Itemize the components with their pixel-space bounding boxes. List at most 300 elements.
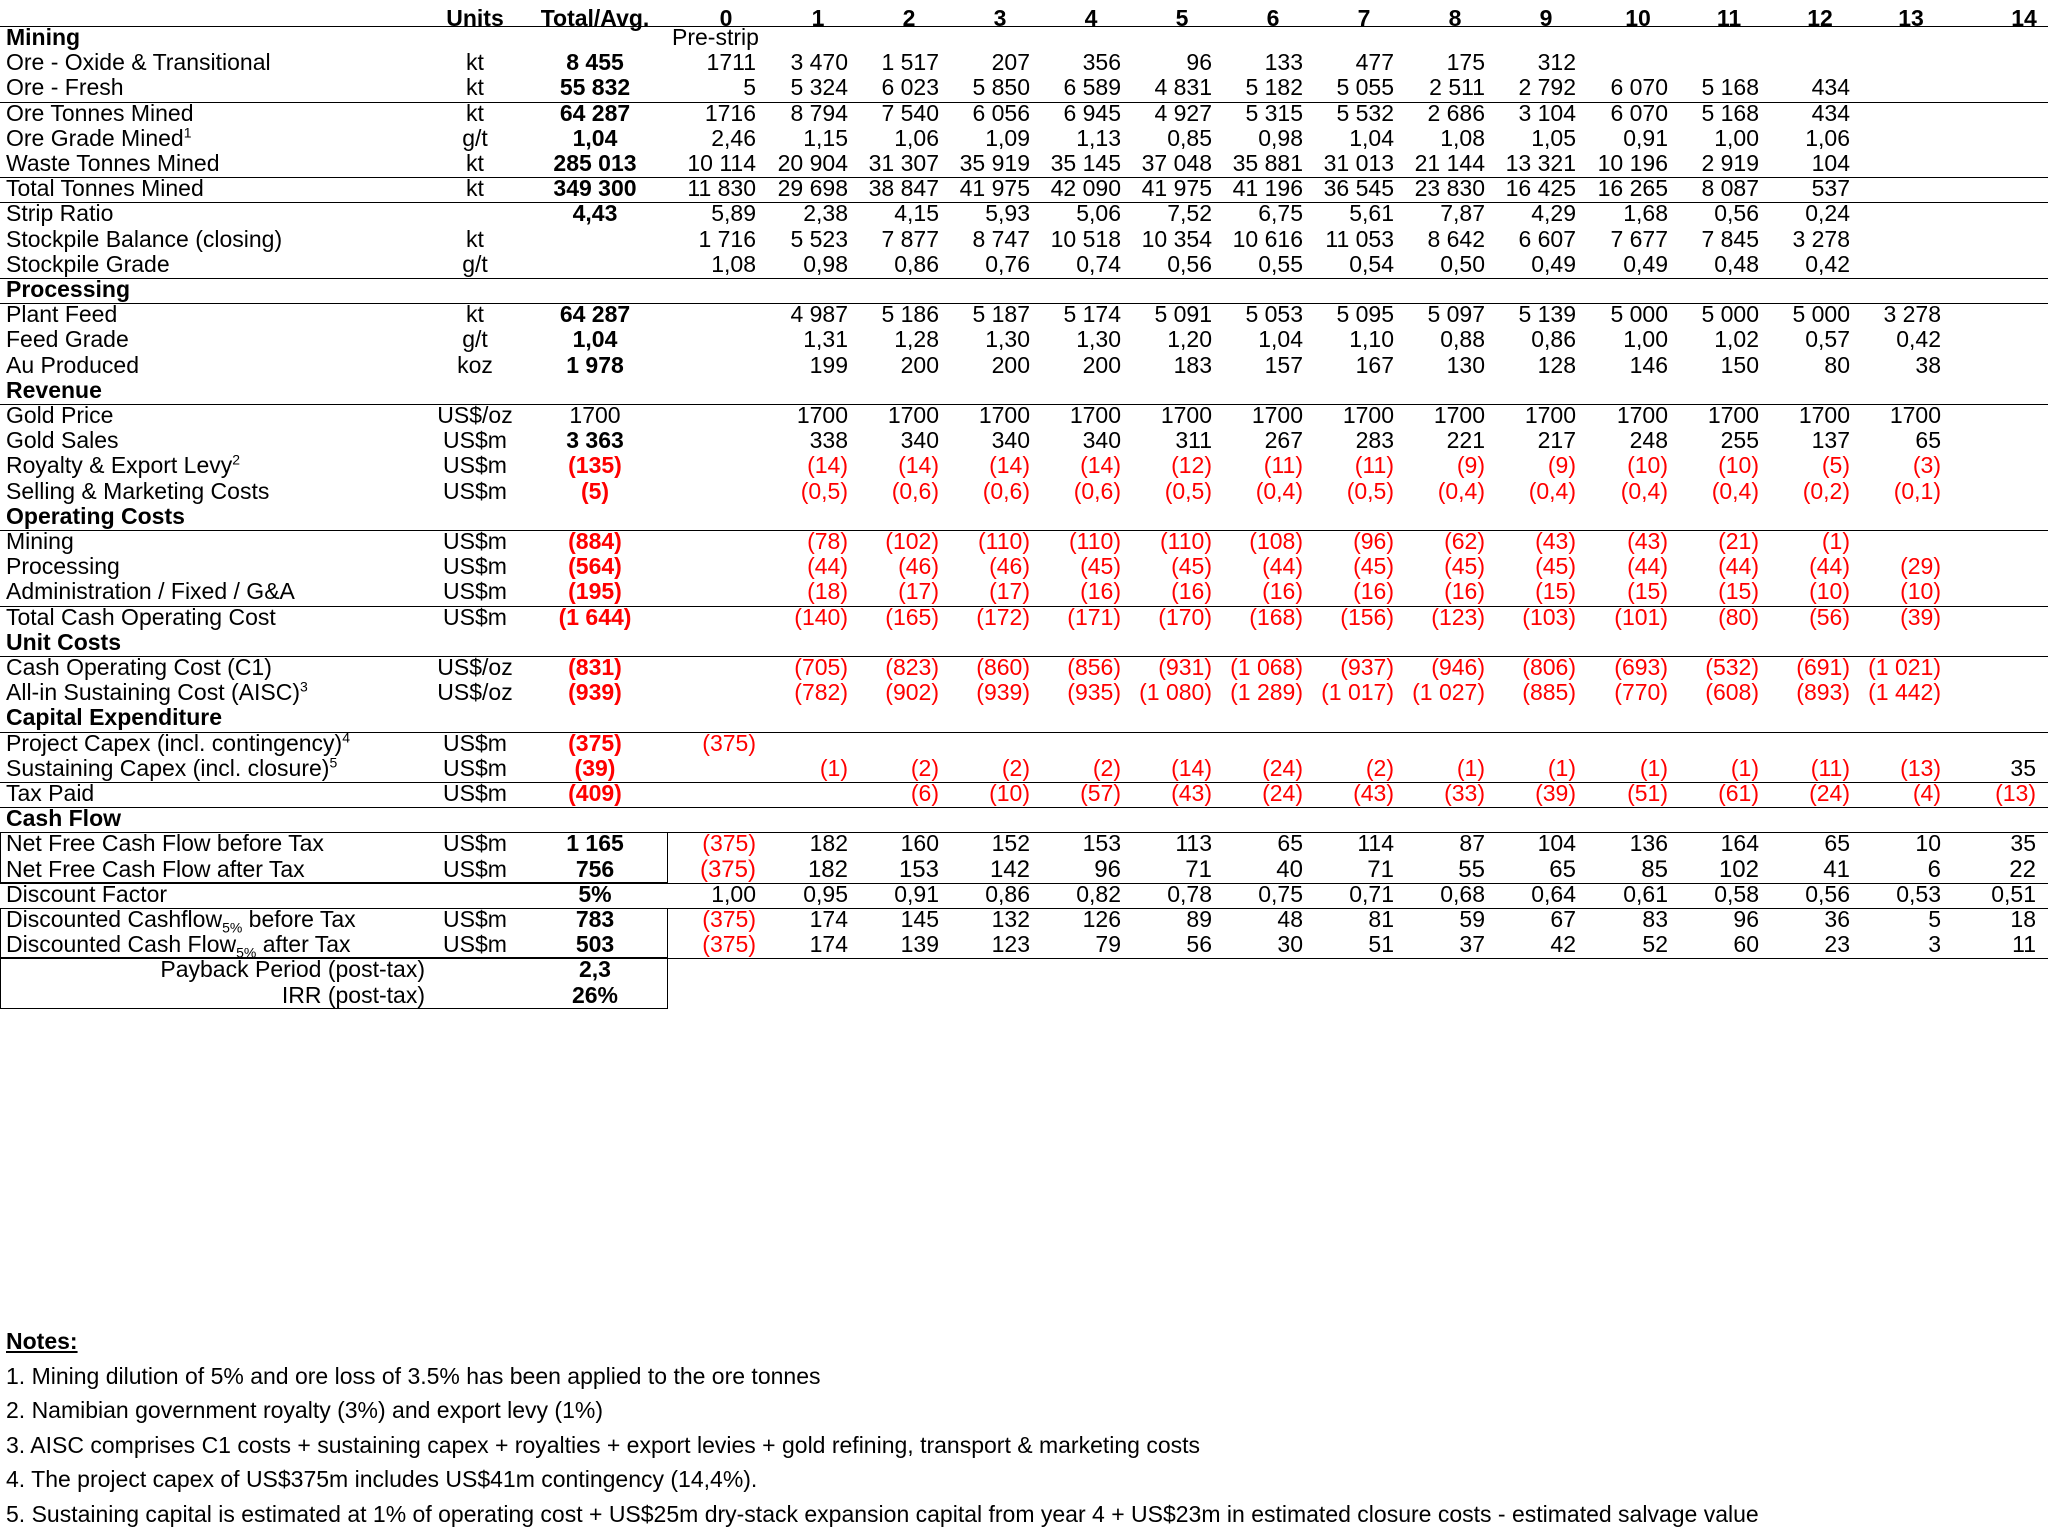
value-period-4: 42 090 xyxy=(1050,175,1121,202)
value-period-7: (11) xyxy=(1354,452,1394,479)
row-total: 1,04 xyxy=(572,124,618,151)
value-period-5: (14) xyxy=(1171,754,1212,781)
value-period-10: 6 070 xyxy=(1610,99,1668,126)
value-period-7: 71 xyxy=(1367,855,1394,883)
row-unit: g/t xyxy=(462,124,488,151)
footnote-ref: 3 xyxy=(300,678,308,695)
value-period-0: 11 830 xyxy=(687,175,756,202)
summary-row-irr-post-tax xyxy=(0,983,2048,1008)
value-period-13: (39) xyxy=(1900,603,1941,630)
value-period-5: (45) xyxy=(1171,553,1212,580)
row-label xyxy=(6,75,124,100)
row-label-text: Strip Ratio xyxy=(6,200,114,227)
value-period-7: 5,61 xyxy=(1349,200,1394,227)
header-period-11: 11 xyxy=(1716,5,1742,31)
value-period-9: 0,64 xyxy=(1531,880,1576,907)
value-period-12: (0,2) xyxy=(1802,477,1850,504)
row-label xyxy=(6,327,129,352)
note-1: 1. Mining dilution of 5% and ore loss of 3.5% has been applied to the ore tonnes xyxy=(6,1362,821,1389)
row-unit: kt xyxy=(466,49,484,76)
value-period-5: 41 975 xyxy=(1141,175,1212,202)
value-period-6: (1 068) xyxy=(1230,654,1303,680)
row-administration-fixed-g-a xyxy=(0,579,2048,604)
value-period-3: (17) xyxy=(989,578,1030,605)
row-total: 8 455 xyxy=(566,49,624,76)
row-label xyxy=(6,101,194,126)
value-period-9: 16 425 xyxy=(1505,175,1576,202)
row-label-text: Administration / Fixed / G&A xyxy=(6,578,295,605)
row-label-text: Capital Expenditure xyxy=(6,704,222,731)
value-period-10: (770) xyxy=(1614,679,1668,706)
row-unit: US$/oz xyxy=(437,679,513,706)
value-period-3: 5 850 xyxy=(972,74,1030,101)
value-period-12: (893) xyxy=(1796,679,1850,706)
row-unit: kt xyxy=(466,225,484,252)
value-period-5: 0,56 xyxy=(1167,250,1212,277)
row-label xyxy=(6,504,185,529)
value-period-3: 0,86 xyxy=(985,880,1030,907)
value-period-13: (29) xyxy=(1900,553,1941,580)
row-label-text: Gold Price xyxy=(6,402,114,428)
value-period-10: 136 xyxy=(1629,830,1668,857)
row-label xyxy=(6,630,121,655)
value-period-9: 128 xyxy=(1537,351,1576,378)
value-period-4: 1700 xyxy=(1069,402,1121,428)
row-unit: g/t xyxy=(462,326,488,353)
row-net-free-cash-flow-after-tax xyxy=(0,857,2048,882)
value-period-9: 13 321 xyxy=(1505,150,1576,176)
value-period-11: (44) xyxy=(1718,553,1759,580)
notes-section xyxy=(6,1324,2036,1531)
row-unit: koz xyxy=(457,351,493,378)
value-period-10: 1,00 xyxy=(1623,326,1668,353)
value-period-1: 338 xyxy=(809,427,848,454)
value-period-14: 22 xyxy=(2009,855,2036,883)
row-label-text: Total Cash Operating Cost xyxy=(6,603,276,630)
value-period-2: 1700 xyxy=(887,402,939,428)
value-period-11: 96 xyxy=(1733,906,1759,932)
row-total: (39) xyxy=(574,754,616,781)
value-period-13: (4) xyxy=(1912,780,1941,806)
row-total: 1,04 xyxy=(572,326,618,353)
value-period-9: (9) xyxy=(1547,452,1576,479)
value-period-8: (1 027) xyxy=(1412,679,1485,706)
value-period-11: 5 000 xyxy=(1701,301,1759,328)
value-period-13: 3 278 xyxy=(1883,301,1941,328)
value-period-10: 5 000 xyxy=(1610,301,1668,328)
header-period-4: 4 xyxy=(1084,5,1098,31)
value-period-6: 0,55 xyxy=(1258,250,1303,277)
note-5: 5. Sustaining capital is estimated at 1% of operating cost + US$25m dry-stack expansion capital from year 4 + US$23m in estimated closure costs - estimated salvage value xyxy=(6,1500,1759,1527)
value-period-10: 6 070 xyxy=(1610,74,1668,101)
value-period-12: (44) xyxy=(1809,553,1850,580)
row-total: 503 xyxy=(575,931,615,958)
value-period-6: 30 xyxy=(1277,931,1303,958)
row-total: (939) xyxy=(568,679,622,706)
row-label-text: Total Tonnes Mined xyxy=(6,175,204,202)
value-period-11: 5 168 xyxy=(1701,99,1759,126)
note-2: 2. Namibian government royalty (3%) and export levy (1%) xyxy=(6,1397,603,1423)
value-period-1: 8 794 xyxy=(790,99,848,126)
row-gold-sales xyxy=(0,428,2048,453)
row-all-in-sustaining-cost-aisc xyxy=(0,680,2048,705)
row-label-tail: before Tax xyxy=(242,906,356,932)
row-unit: g/t xyxy=(462,250,488,277)
value-period-2: 340 xyxy=(900,427,939,454)
value-period-8: 2 686 xyxy=(1427,99,1485,126)
value-period-0: (375) xyxy=(699,855,756,883)
value-period-4: 0,82 xyxy=(1076,880,1121,907)
value-period-12: (691) xyxy=(1796,654,1850,680)
value-period-10: 0,61 xyxy=(1623,880,1668,907)
row-label-text: Operating Costs xyxy=(6,502,185,529)
row-royalty-export-levy xyxy=(0,453,2048,478)
value-period-6: 35 881 xyxy=(1232,150,1303,176)
header-period-3: 3 xyxy=(993,5,1007,31)
value-period-0: 1711 xyxy=(706,49,756,76)
value-period-5: 89 xyxy=(1186,906,1212,932)
value-period-4: (14) xyxy=(1080,452,1121,479)
value-period-11: 164 xyxy=(1720,830,1759,857)
value-period-11: 0,58 xyxy=(1714,880,1759,907)
header-period-10: 10 xyxy=(1625,5,1651,31)
row-unit: US$m xyxy=(443,578,507,605)
value-period-6: 65 xyxy=(1277,830,1303,857)
value-period-7: 51 xyxy=(1368,931,1394,958)
value-period-8: (33) xyxy=(1444,780,1485,806)
row-label xyxy=(6,882,167,907)
value-period-6: (24) xyxy=(1262,754,1303,781)
row-total: (375) xyxy=(568,729,622,756)
value-period-3: 1,09 xyxy=(985,124,1030,151)
value-period-11: 7 845 xyxy=(1701,225,1759,252)
header-period-1: 1 xyxy=(811,5,825,31)
row-label xyxy=(6,931,351,961)
row-label-text: IRR (post-tax) xyxy=(281,981,425,1008)
row-label xyxy=(6,479,269,504)
value-period-13: 1700 xyxy=(1889,402,1941,428)
value-period-13: 0,42 xyxy=(1896,326,1941,353)
value-period-14: 18 xyxy=(2010,906,2036,932)
section-unit-costs xyxy=(0,630,2048,655)
value-period-11: (10) xyxy=(1718,452,1759,479)
value-period-0: 10 114 xyxy=(687,150,756,176)
value-period-2: (165) xyxy=(885,603,939,630)
value-period-11: 255 xyxy=(1720,427,1759,454)
value-period-1: 2,38 xyxy=(803,200,848,227)
note-3: 3. AISC comprises C1 costs + sustaining capex + royalties + export levies + gold refining, transport & marketing costs xyxy=(6,1431,1201,1458)
row-total: (564) xyxy=(568,553,622,580)
row-label-text: All-in Sustaining Cost (AISC) xyxy=(6,679,300,706)
value-period-1: (1) xyxy=(819,754,848,781)
value-period-7: (16) xyxy=(1353,578,1394,605)
value-period-8: 1700 xyxy=(1433,402,1485,428)
row-label xyxy=(6,126,192,151)
value-period-5: 7,52 xyxy=(1167,200,1212,227)
value-period-13: (13) xyxy=(1900,754,1941,781)
value-period-2: 145 xyxy=(900,906,939,932)
value-period-10: 248 xyxy=(1629,427,1668,454)
value-period-2: 0,86 xyxy=(894,250,939,277)
value-period-9: (1) xyxy=(1547,754,1576,781)
value-period-6: 6,75 xyxy=(1258,200,1303,227)
row-label xyxy=(6,605,276,630)
row-total: 64 287 xyxy=(559,301,631,328)
row-waste-tonnes-mined xyxy=(0,151,2048,176)
value-period-4: (16) xyxy=(1080,578,1121,605)
row-label-text: Gold Sales xyxy=(6,427,119,454)
value-period-5: (931) xyxy=(1158,654,1212,680)
value-period-4: 200 xyxy=(1082,351,1121,378)
value-period-4: (45) xyxy=(1080,553,1121,580)
value-period-0: 1,00 xyxy=(711,880,756,907)
row-unit: US$m xyxy=(443,427,507,454)
value-period-3: 1,30 xyxy=(985,326,1030,353)
value-period-10: (51) xyxy=(1627,780,1668,806)
value-period-11: 102 xyxy=(1718,855,1759,883)
value-period-12: (10) xyxy=(1809,578,1850,605)
row-discounted-cash-flow-after-tax xyxy=(0,931,2048,961)
value-period-12: 434 xyxy=(1811,99,1850,126)
value-period-2: (2) xyxy=(910,754,939,781)
row-label xyxy=(6,252,170,277)
value-period-13: 10 xyxy=(1915,830,1941,857)
value-period-1: 29 698 xyxy=(777,175,848,202)
value-period-5: 183 xyxy=(1173,351,1212,378)
value-period-10: (0,4) xyxy=(1620,477,1668,504)
value-period-10: (101) xyxy=(1614,603,1668,630)
value-period-8: 175 xyxy=(1446,49,1485,76)
value-period-8: (1) xyxy=(1456,754,1485,781)
row-unit: kt xyxy=(466,99,484,126)
value-period-2: 6 023 xyxy=(881,74,939,101)
row-label xyxy=(6,227,282,252)
row-unit: US$m xyxy=(443,855,507,882)
value-period-1: 182 xyxy=(807,855,848,883)
value-period-4: 5,06 xyxy=(1076,200,1121,227)
row-total: 2,3 xyxy=(579,956,611,983)
value-period-7: 0,54 xyxy=(1349,250,1394,277)
value-period-6: (108) xyxy=(1249,528,1303,554)
value-period-8: 2 511 xyxy=(1429,74,1485,101)
row-label-text: Cash Operating Cost (C1) xyxy=(6,654,272,680)
row-mining xyxy=(0,529,2048,554)
value-period-1: 1700 xyxy=(796,402,848,428)
row-ore-grade-mined xyxy=(0,126,2048,151)
value-period-5: (43) xyxy=(1171,780,1212,806)
row-label xyxy=(6,277,130,302)
value-period-6: 5 182 xyxy=(1245,74,1303,101)
value-period-1: 4 987 xyxy=(790,301,848,328)
value-period-12: 137 xyxy=(1811,427,1850,454)
row-label-text: Royalty & Export Levy xyxy=(6,452,233,479)
value-period-7: (937) xyxy=(1340,654,1394,680)
row-au-produced xyxy=(0,353,2048,378)
value-period-1: 3 470 xyxy=(790,49,848,76)
value-period-10: (693) xyxy=(1614,654,1668,680)
row-label-text: Net Free Cash Flow after Tax xyxy=(6,855,305,882)
value-period-7: (2) xyxy=(1365,754,1394,781)
value-period-3: (2) xyxy=(1001,754,1030,781)
value-period-3: 152 xyxy=(991,830,1030,857)
value-period-10: 85 xyxy=(1641,855,1668,883)
row-total: 1 978 xyxy=(566,351,624,378)
row-plant-feed xyxy=(0,302,2048,327)
value-period-11: 1700 xyxy=(1707,402,1759,428)
value-period-0: 2,46 xyxy=(711,124,756,151)
value-period-8: 37 xyxy=(1459,931,1485,958)
value-period-2: (102) xyxy=(885,528,939,554)
section-revenue xyxy=(0,378,2048,403)
row-ore-oxide-transitional xyxy=(0,50,2048,75)
value-period-3: (14) xyxy=(989,452,1030,479)
row-label-text: Cash Flow xyxy=(6,805,122,832)
value-period-10: 146 xyxy=(1629,351,1668,378)
value-period-9: 1700 xyxy=(1524,402,1576,428)
section-processing xyxy=(0,277,2048,302)
row-label xyxy=(6,781,94,806)
value-period-12: 0,24 xyxy=(1805,200,1850,227)
row-ore-fresh xyxy=(0,75,2048,100)
value-period-8: 0,88 xyxy=(1440,326,1485,353)
value-period-0: (375) xyxy=(702,729,756,756)
value-period-9: 3 104 xyxy=(1518,99,1576,126)
value-period-6: 133 xyxy=(1264,49,1303,76)
value-period-6: 1,04 xyxy=(1258,326,1303,353)
value-period-14: (13) xyxy=(1995,780,2036,806)
row-unit: US$m xyxy=(443,906,507,932)
value-period-7: 1,04 xyxy=(1349,124,1394,151)
row-unit: US$m xyxy=(443,603,507,630)
value-period-12: 3 278 xyxy=(1792,225,1850,252)
value-period-14: 11 xyxy=(2012,931,2036,958)
value-period-12: 65 xyxy=(1824,830,1850,857)
value-period-7: 36 545 xyxy=(1323,175,1394,202)
value-period-2: (6) xyxy=(910,780,939,806)
row-unit: kt xyxy=(466,175,484,202)
value-period-4: 10 518 xyxy=(1050,225,1121,252)
footnote-ref: 1 xyxy=(183,124,192,141)
row-total: (135) xyxy=(568,452,622,479)
value-period-4: (856) xyxy=(1067,654,1121,680)
value-period-5: 1,20 xyxy=(1167,326,1212,353)
row-label xyxy=(6,201,113,226)
row-label-text: Au Produced xyxy=(6,351,139,378)
value-period-7: 81 xyxy=(1368,906,1394,932)
summary-row-payback-period-post-tax xyxy=(0,957,2048,982)
row-label-text: Tax Paid xyxy=(6,780,95,806)
row-tax-paid xyxy=(0,781,2048,806)
value-period-12: (11) xyxy=(1810,754,1850,781)
row-label xyxy=(6,151,220,176)
row-label xyxy=(6,831,324,856)
row-total: 55 832 xyxy=(559,74,631,101)
value-period-3: 6 056 xyxy=(972,99,1030,126)
row-label xyxy=(6,579,295,604)
value-period-5: 0,85 xyxy=(1167,124,1212,151)
value-period-9: (43) xyxy=(1535,528,1576,554)
row-label-text: Ore Grade Mined xyxy=(6,124,184,151)
value-period-3: (46) xyxy=(989,553,1030,580)
value-period-4: 1,30 xyxy=(1076,326,1121,353)
value-period-5: 37 048 xyxy=(1141,150,1212,176)
value-period-13: 5 xyxy=(1928,906,1941,932)
value-period-12: (1) xyxy=(1821,528,1850,554)
value-period-1: (705) xyxy=(794,654,848,680)
row-label-text: Processing xyxy=(6,276,130,302)
row-total: 349 300 xyxy=(553,175,637,202)
value-period-11: (21) xyxy=(1718,528,1759,554)
value-period-11: (15) xyxy=(1718,578,1759,605)
value-period-2: 1,06 xyxy=(894,124,939,151)
row-unit: US$/oz xyxy=(437,654,513,680)
pre-strip-label: Pre-strip xyxy=(672,24,759,50)
value-period-11: 1,02 xyxy=(1714,326,1759,353)
label-subscript: 5% xyxy=(222,919,243,936)
row-total: (831) xyxy=(568,654,622,680)
value-period-7: (43) xyxy=(1353,780,1394,806)
row-label-text: Selling & Marketing Costs xyxy=(6,477,270,504)
value-period-6: 1700 xyxy=(1251,402,1303,428)
value-period-10: 10 196 xyxy=(1597,150,1668,176)
row-label xyxy=(6,353,139,378)
row-label-text: Mining xyxy=(6,24,81,50)
value-period-13: 3 xyxy=(1928,931,1941,958)
value-period-3: (110) xyxy=(978,528,1030,554)
value-period-7: (96) xyxy=(1353,528,1394,554)
value-period-2: (14) xyxy=(898,452,939,479)
value-period-6: 0,75 xyxy=(1258,880,1303,907)
value-period-12: 1700 xyxy=(1798,402,1850,428)
row-label-text: Sustaining Capex (incl. closure) xyxy=(6,754,330,781)
header-period-14: 14 xyxy=(2011,5,2037,31)
value-period-10: 0,91 xyxy=(1623,124,1668,151)
value-period-10: (10) xyxy=(1627,452,1668,479)
row-ore-tonnes-mined xyxy=(0,101,2048,126)
value-period-7: 5 532 xyxy=(1336,99,1394,126)
header-period-6: 6 xyxy=(1266,5,1280,31)
row-label xyxy=(6,705,222,730)
value-period-3: 207 xyxy=(991,49,1030,76)
value-period-1: 174 xyxy=(809,931,848,958)
value-period-3: 1700 xyxy=(978,402,1030,428)
value-period-6: 157 xyxy=(1264,351,1303,378)
value-period-2: 31 307 xyxy=(868,150,939,176)
value-period-4: (57) xyxy=(1080,780,1121,806)
value-period-0: (375) xyxy=(702,906,756,932)
value-period-14: 0,51 xyxy=(1991,880,2036,907)
row-unit: US$/oz xyxy=(437,402,513,428)
row-unit: US$m xyxy=(443,452,507,479)
value-period-9: 42 xyxy=(1550,931,1576,958)
value-period-10: (15) xyxy=(1627,578,1668,605)
value-period-5: (1 080) xyxy=(1139,679,1212,706)
value-period-9: (885) xyxy=(1522,679,1576,706)
value-period-3: 8 747 xyxy=(972,225,1030,252)
row-stockpile-grade xyxy=(0,252,2048,277)
section-mining xyxy=(0,25,2048,50)
row-label-text: Net Free Cash Flow before Tax xyxy=(6,830,324,857)
row-unit: US$m xyxy=(443,931,507,958)
section-cash-flow xyxy=(0,806,2048,831)
value-period-5: 96 xyxy=(1186,49,1212,76)
header-period-5: 5 xyxy=(1175,5,1189,31)
value-period-3: 132 xyxy=(991,906,1030,932)
value-period-5: (16) xyxy=(1171,578,1212,605)
value-period-9: (39) xyxy=(1535,780,1576,806)
value-period-3: 200 xyxy=(991,351,1030,378)
row-gold-price xyxy=(0,403,2048,428)
